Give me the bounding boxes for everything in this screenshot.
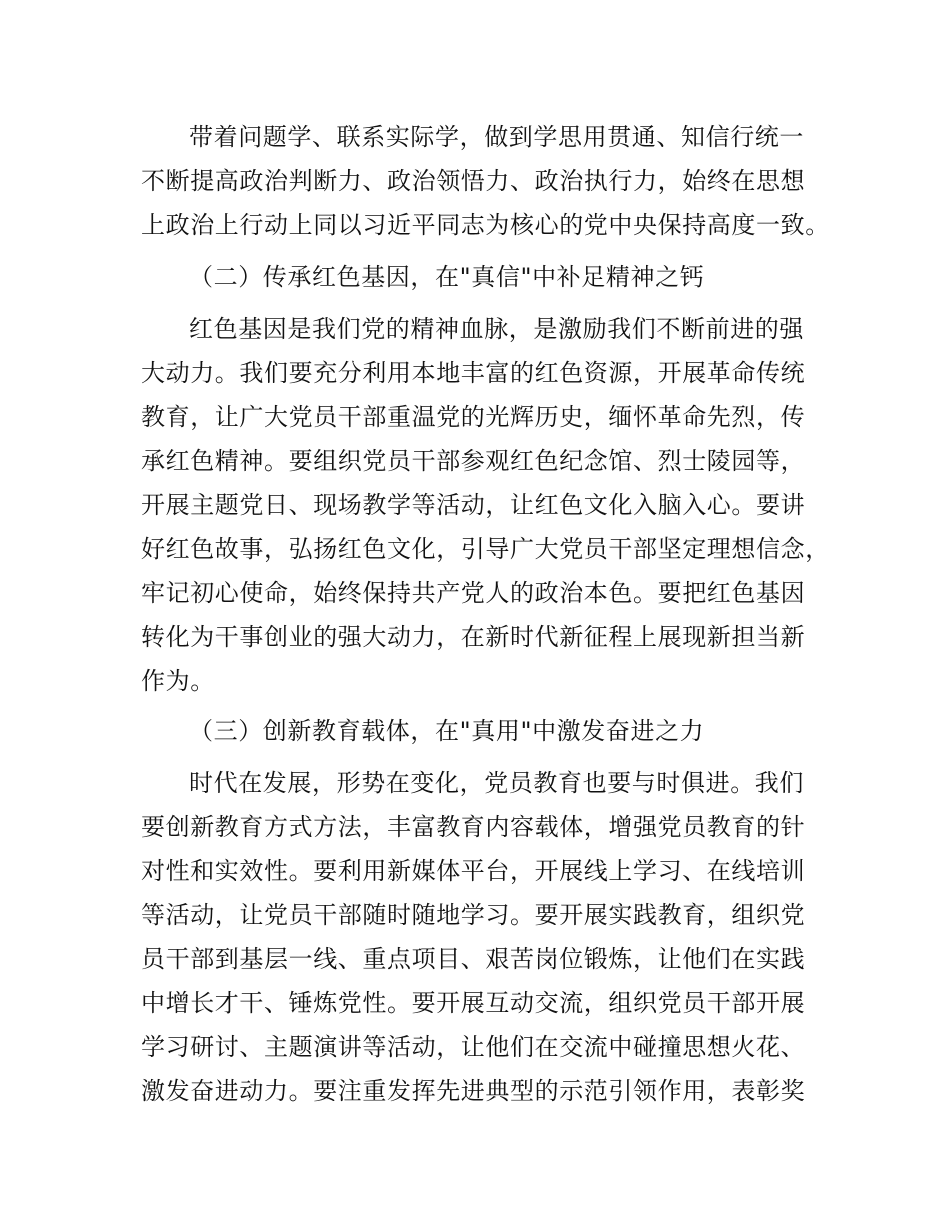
paragraph-line: 教育，让广大党员干部重温党的光辉历史，缅怀革命先烈，传 xyxy=(141,403,806,431)
paragraph-line: 等活动，让党员干部随时随地学习。要开展实践教育，组织党 xyxy=(141,901,806,929)
paragraph-line: 激发奋进动力。要注重发挥先进典型的示范引领作用，表彰奖 xyxy=(141,1077,806,1105)
paragraph-line: 开展主题党日、现场教学等活动，让红色文化入脑入心。要讲 xyxy=(141,491,806,519)
paragraph-line: 作为。 xyxy=(141,667,215,695)
paragraph-line: 要创新教育方式方法，丰富教育内容载体，增强党员教育的针 xyxy=(141,813,806,841)
paragraph-line: 带着问题学、联系实际学，做到学思用贯通、知信行统一 xyxy=(189,123,804,151)
paragraph-line: 学习研讨、主题演讲等活动，让他们在交流中碰撞思想火花、 xyxy=(141,1033,806,1061)
paragraph-line: 红色基因是我们党的精神血脉，是激励我们不断前进的强 xyxy=(189,315,804,343)
paragraph-line: 好红色故事，弘扬红色文化，引导广大党员干部坚定理想信念， xyxy=(141,535,830,563)
paragraph-line: 不断提高政治判断力、政治领悟力、政治执行力，始终在思想 xyxy=(141,167,806,195)
paragraph-line: 上政治上行动上同以习近平同志为核心的党中央保持高度一致。 xyxy=(141,211,830,239)
paragraph-line: 牢记初心使命，始终保持共产党人的政治本色。要把红色基因 xyxy=(141,579,806,607)
paragraph-line: 大动力。我们要充分利用本地丰富的红色资源，开展革命传统 xyxy=(141,359,806,387)
paragraph-line: 对性和实效性。要利用新媒体平台，开展线上学习、在线培训 xyxy=(141,857,806,885)
section-heading: （二）传承红色基因，在"真信"中补足精神之钙 xyxy=(189,263,705,291)
paragraph-line: 转化为干事创业的强大动力，在新时代新征程上展现新担当新 xyxy=(141,623,806,651)
paragraph-line: 时代在发展，形势在变化，党员教育也要与时俱进。我们 xyxy=(189,769,804,797)
section-heading: （三）创新教育载体，在"真用"中激发奋进之力 xyxy=(189,717,705,745)
paragraph-line: 中增长才干、锤炼党性。要开展互动交流，组织党员干部开展 xyxy=(141,989,806,1017)
paragraph-line: 员干部到基层一线、重点项目、艰苦岗位锻炼，让他们在实践 xyxy=(141,945,806,973)
paragraph-line: 承红色精神。要组织党员干部参观红色纪念馆、烈士陵园等， xyxy=(141,447,806,475)
